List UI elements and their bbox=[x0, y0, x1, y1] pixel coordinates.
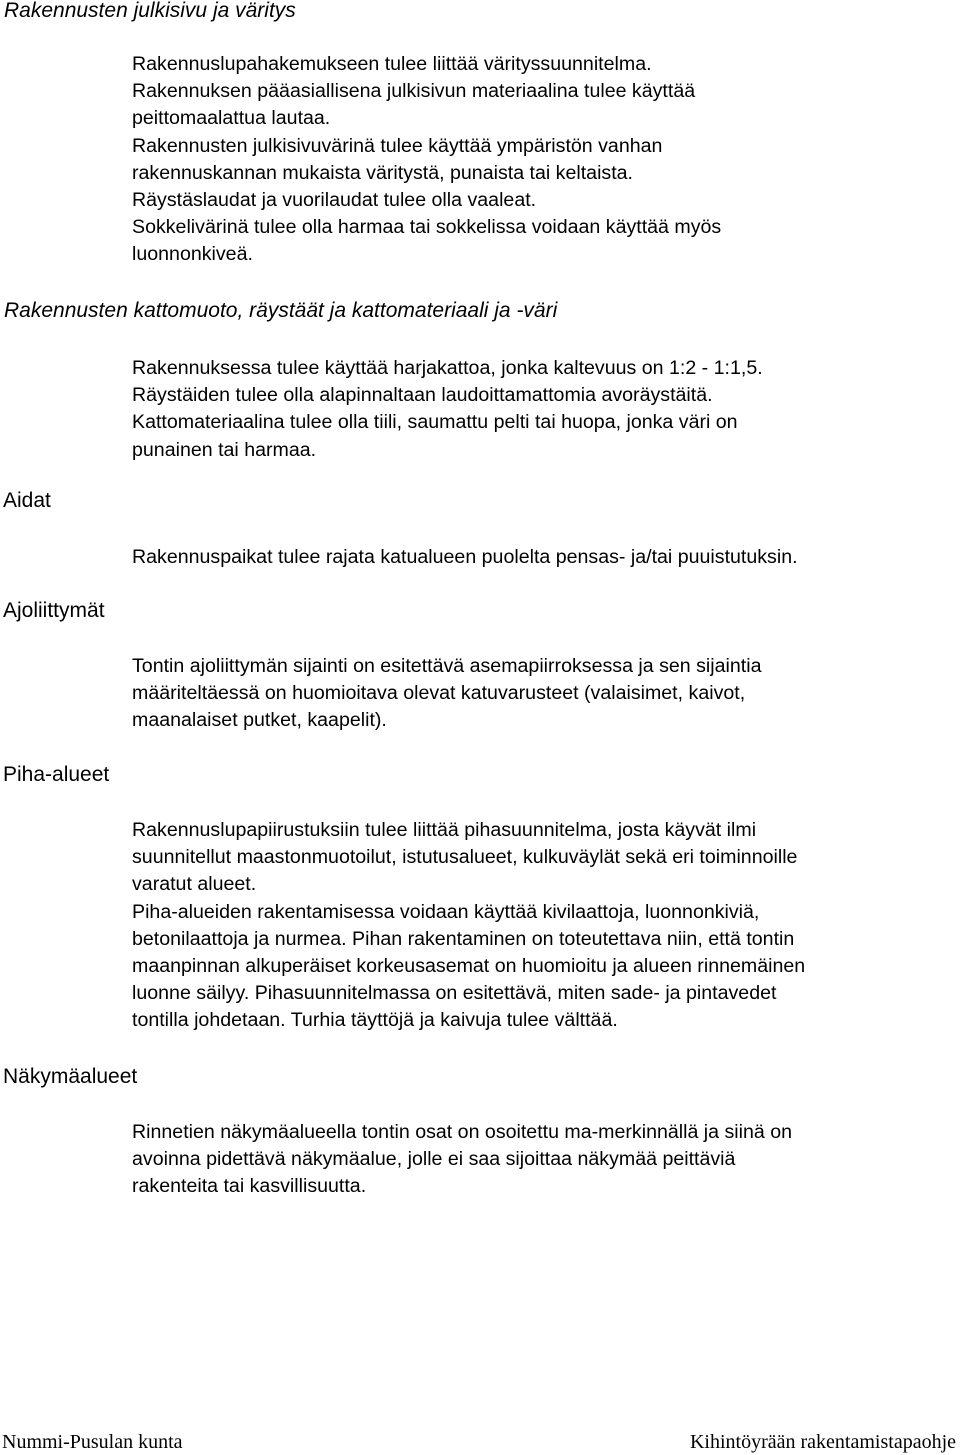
text-line: Rakennusten julkisivuvärinä tulee käyttää ympäristön vanhan bbox=[132, 134, 663, 157]
section-heading-julkisivu: Rakennusten julkisivu ja väritys bbox=[4, 0, 296, 22]
section-heading-piha-alueet: Piha-alueet bbox=[3, 763, 110, 786]
text-line: Rakennuksessa tulee käyttää harjakattoa, jonka kaltevuus on 1:2 - 1:1,5. bbox=[132, 357, 763, 379]
text-line: maanpinnan alkuperäiset korkeusasemat on huomioitu ja alueen rinnemäinen bbox=[132, 955, 806, 978]
text-line: Rakennuslupahakemukseen tulee liittää värityssuunnitelma. bbox=[132, 53, 652, 75]
text-line: Piha-alueiden rakentamisessa voidaan käyttää kivilaattoja, luonnonkiviä, bbox=[132, 900, 760, 923]
section-text-piha-alueet bbox=[132, 817, 958, 1035]
text-line: Rakennuksen pääasiallisena julkisivun materiaalina tulee käyttää bbox=[132, 80, 696, 103]
section-text-julkisivu bbox=[132, 51, 958, 269]
footer-municipality: Nummi-Pusulan kunta bbox=[2, 1431, 183, 1453]
section-text-ajoliittymat bbox=[132, 653, 958, 735]
text-line: Rinnetien näkymäalueella tontin osat on osoitettu ma-merkinnällä ja siinä on bbox=[132, 1121, 793, 1143]
text-line: maanalaiset putket, kaapelit). bbox=[132, 709, 387, 732]
text-line: rakennuskannan mukaista väritystä, punaista tai keltaista. bbox=[132, 161, 633, 184]
section-heading-aidat: Aidat bbox=[3, 489, 51, 512]
section-text-aidat bbox=[132, 544, 958, 571]
section-text-kattomuoto bbox=[132, 355, 958, 464]
text-line: peittomaalattua lautaa. bbox=[132, 107, 331, 130]
text-line: varatut alueet. bbox=[132, 873, 257, 896]
text-line: Sokkelivärinä tulee olla harmaa tai sokkelissa voidaan käyttää myös bbox=[132, 216, 722, 239]
text-line: rakenteita tai kasvillisuutta. bbox=[132, 1175, 367, 1198]
text-line: suunnitellut maastonmuotoilut, istutusalueet, kulkuväylät sekä eri toiminnoille bbox=[132, 846, 798, 869]
footer-document-title: Kihintöyrään rakentamistapaohje bbox=[689, 1431, 956, 1453]
text-line: Räystäslaudat ja vuorilaudat tulee olla vaaleat. bbox=[132, 189, 537, 212]
text-line: määriteltäessä on huomioitava olevat katuvarusteet (valaisimet, kaivot, bbox=[132, 682, 746, 705]
text-line: Räystäiden tulee olla alapinnaltaan laudoittamattomia avoräystäitä. bbox=[132, 384, 713, 407]
text-line: avoinna pidettävä näkymäalue, jolle ei saa sijoittaa näkymää peittäviä bbox=[132, 1148, 736, 1171]
section-heading-ajoliittymat: Ajoliittymät bbox=[3, 599, 105, 622]
section-text-nakymaalueet bbox=[132, 1119, 958, 1201]
text-line: luonnonkiveä. bbox=[132, 243, 253, 266]
section-heading-nakymaalueet: Näkymäalueet bbox=[3, 1065, 138, 1088]
text-line: luonne säilyy. Pihasuunnitelmassa on esitettävä, miten sade- ja pintavedet bbox=[132, 982, 777, 1005]
text-line: Tontin ajoliittymän sijainti on esitettävä asemapiirroksessa ja sen sijaintia bbox=[132, 655, 762, 677]
text-line: Rakennuspaikat tulee rajata katualueen puolelta pensas- ja/tai puuistutuksin. bbox=[132, 546, 798, 568]
text-line: tontilla johdetaan. Turhia täyttöjä ja kaivuja tulee välttää. bbox=[132, 1009, 618, 1032]
section-heading-kattomuoto: Rakennusten kattomuoto, räystäät ja kattomateriaali ja -väri bbox=[4, 299, 558, 322]
text-line: Kattomateriaalina tulee olla tiili, saumattu pelti tai huopa, jonka väri on bbox=[132, 411, 738, 434]
text-line: punainen tai harmaa. bbox=[132, 438, 317, 461]
text-line: Rakennuslupapiirustuksiin tulee liittää pihasuunnitelma, josta käyvät ilmi bbox=[132, 819, 757, 841]
text-line: betonilaattoja ja nurmea. Pihan rakentaminen on toteutettava niin, että tontin bbox=[132, 927, 795, 950]
